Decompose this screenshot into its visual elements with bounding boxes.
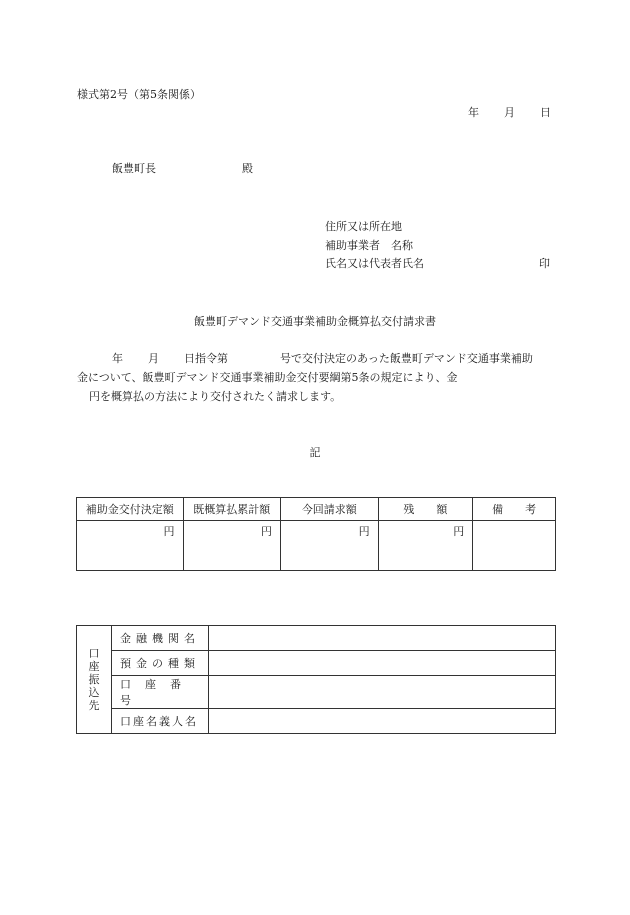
date-month-label: 月: [504, 106, 515, 119]
business-name-label: 補助事業者 名称: [325, 239, 413, 252]
paid-total-cell[interactable]: 円: [183, 521, 281, 571]
bank-row: [77, 709, 556, 734]
bank-name-label: 金融機関名: [112, 626, 209, 651]
bank-row: [77, 676, 556, 709]
bank-account-table: [76, 625, 556, 734]
bank-name-field[interactable]: [209, 626, 556, 651]
body-month: 月: [148, 352, 159, 365]
body-day-order: 日指令第: [184, 352, 228, 365]
body-line2: 金について、飯豊町デマンド交通事業補助金交付要綱第5条の規定により、金: [77, 371, 458, 384]
deposit-type-field[interactable]: [209, 651, 556, 676]
account-holder-label: 口座名義人名: [112, 709, 209, 734]
body-line3: 円を概算払の方法により交付されたく請求します。: [89, 390, 342, 403]
body-line1-rest: 号で交付決定のあった飯豊町デマンド交通事業補助: [280, 352, 533, 365]
deposit-type-label: 預金の種類: [112, 651, 209, 676]
current-request-cell[interactable]: 円: [281, 521, 379, 571]
header-current-request: 今回請求額: [281, 498, 379, 521]
account-number-label: 口座番号: [112, 676, 209, 709]
account-number-field[interactable]: [209, 676, 556, 709]
body-year: 年: [112, 352, 123, 365]
header-decided-amount: 補助金交付決定額: [77, 498, 184, 521]
bank-row: [77, 626, 556, 651]
bank-row: [77, 651, 556, 676]
representative-name-label: 氏名又は代表者氏名: [325, 257, 424, 270]
bank-side-label: 口 座 振 込 先: [77, 626, 112, 734]
header-paid-total: 既概算払累計額: [183, 498, 281, 521]
amount-value-row: [77, 521, 556, 571]
balance-cell[interactable]: 円: [378, 521, 473, 571]
form-number: 様式第2号（第5条関係）: [77, 88, 201, 101]
document-title: 飯豊町デマンド交通事業補助金概算払交付請求書: [194, 315, 436, 328]
decided-amount-cell[interactable]: 円: [77, 521, 184, 571]
header-remarks: 備 考: [473, 498, 556, 521]
amount-table: [76, 497, 556, 571]
account-holder-field[interactable]: [209, 709, 556, 734]
ki-heading: 記: [309, 446, 321, 459]
seal-mark: 印: [539, 257, 550, 270]
date-day-label: 日: [540, 106, 551, 119]
header-balance: 残 額: [378, 498, 473, 521]
address-label: 住所又は所在地: [325, 220, 402, 233]
amount-header-row: [77, 498, 556, 521]
addressee-name: 飯豊町長: [112, 162, 156, 175]
remarks-cell[interactable]: [473, 521, 556, 571]
addressee-honorific: 殿: [242, 162, 253, 175]
date-year-label: 年: [468, 106, 479, 119]
